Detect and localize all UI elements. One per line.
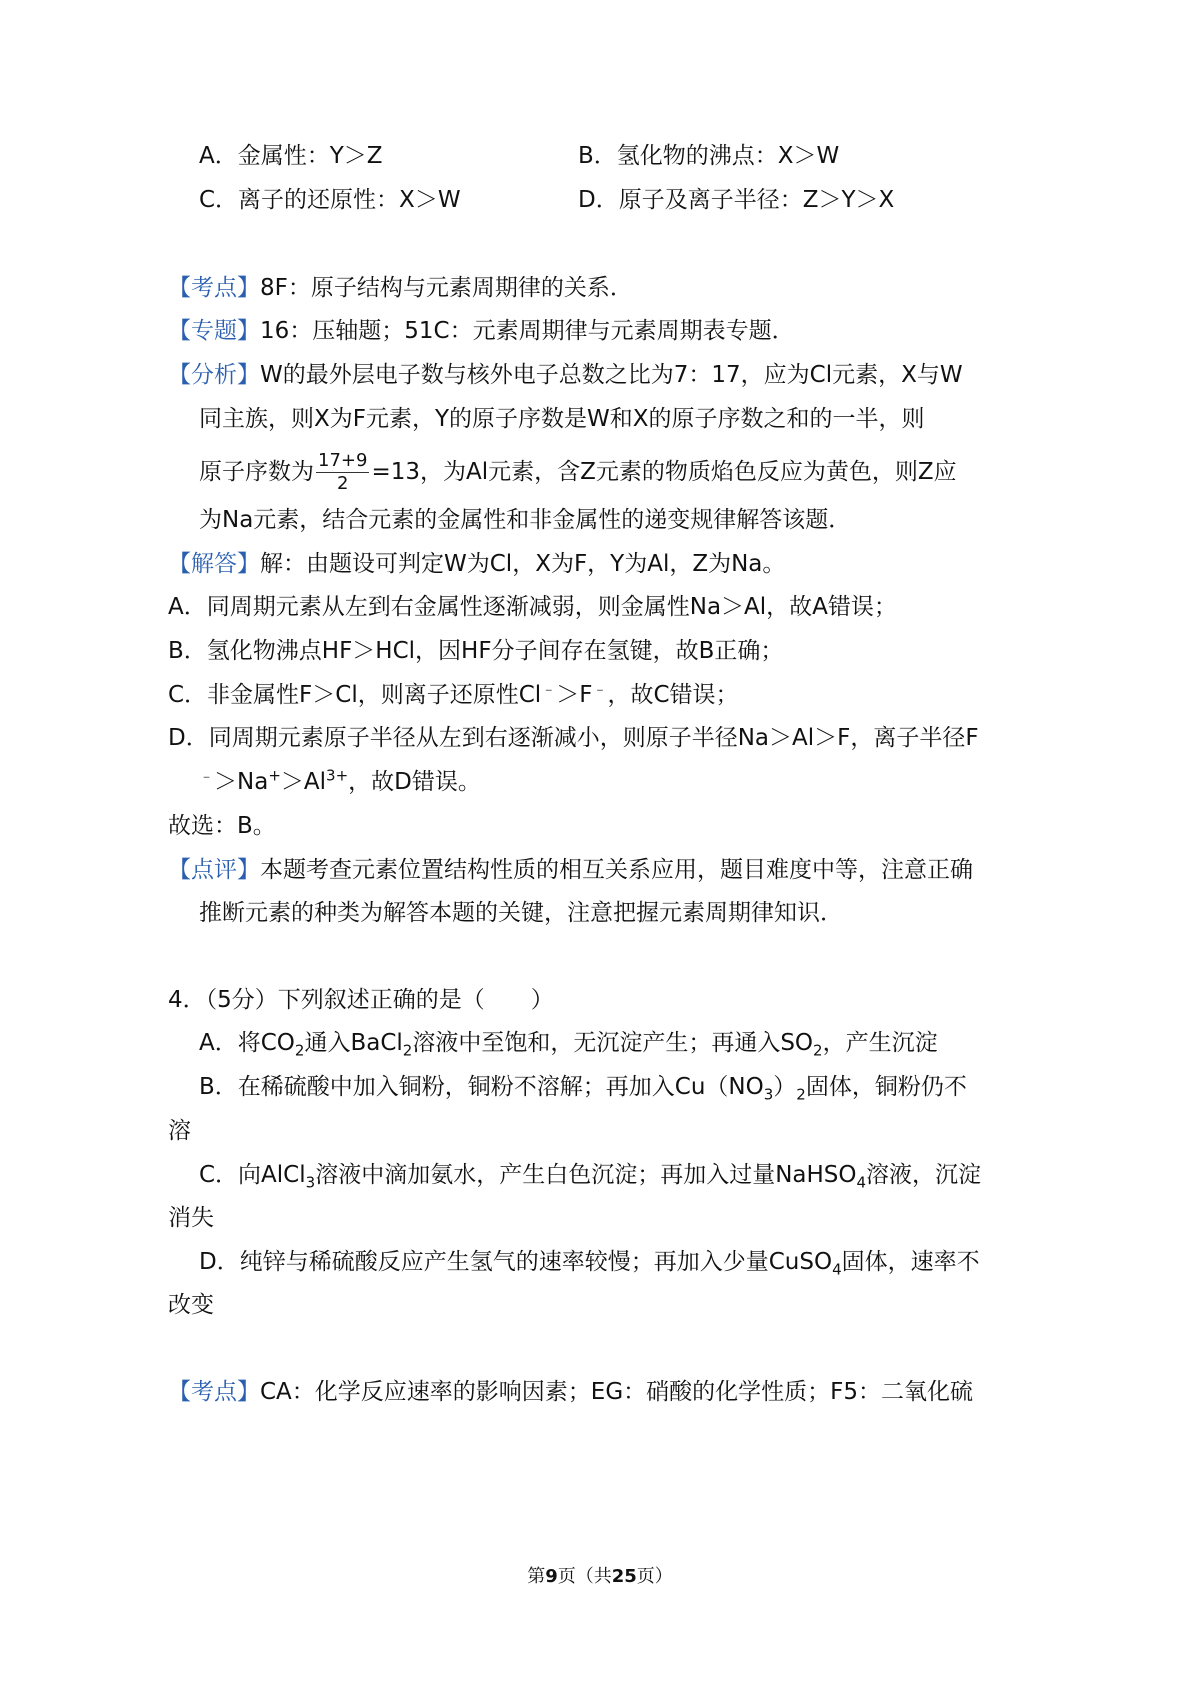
dianping-line-2: 推断元素的种类为解答本题的关键，注意把握元素周期律知识． [199,900,843,926]
q4-c-2: 溶液中滴加氨水，产生白色沉淀；再加入过量NaHSO [315,1162,857,1188]
fraction-denominator: 2 [337,473,349,494]
fraction-numerator: 17+9 [318,450,368,471]
q4-c-3: 溶液，沉淀 [866,1162,982,1188]
q4-a-sub-3: 2 [813,1041,823,1060]
option-c: C．离子的还原性：X＞W [199,187,461,213]
solution-c-sup-1: ﹣ [541,679,557,698]
q4-c-1: C．向AlCl [199,1162,306,1188]
q4-kaodian-tag: 【考点】 [168,1379,260,1405]
page-number: 9 [545,1566,558,1587]
question-4-stem: 4．（5分）下列叙述正确的是（ ） [168,987,554,1013]
solution-c [168,680,739,710]
q4-a-1: A．将CO [199,1030,295,1056]
option-a: A．金属性：Y＞Z [199,143,383,169]
q4-option-b [199,1072,967,1102]
q4-option-a [199,1028,938,1058]
dianping-tag: 【点评】 [168,857,260,883]
jieda-text: 解：由题设可判定W为Cl，X为F，Y为Al，Z为Na。 [260,551,786,577]
solution-d-sup-2: 3+ [326,766,349,785]
footer-pre: 第 [527,1566,546,1587]
q4-d-2: 固体，速率不 [841,1249,980,1275]
q4-a-4: ，产生沉淀 [822,1030,938,1056]
q4-kaodian-line [168,1377,973,1407]
fenxi-text-3-post: =13，为Al元素，含Z元素的物质焰色反应为黄色，则Z应 [371,459,957,485]
zhuanti-text: 16：压轴题；51C：元素周期律与元素周期表专题． [260,318,795,344]
kaodian-tag: 【考点】 [168,275,260,301]
solution-c-mid: ＞F [556,682,593,708]
q4-d-sub-1: 4 [832,1260,842,1279]
solution-a: A．同周期元素从左到右金属性逐渐减弱，则金属性Na＞Al，故A错误； [168,594,897,620]
zhuanti-tag: 【专题】 [168,318,260,344]
kaodian-line [168,273,633,303]
fenxi-tag: 【分析】 [168,362,260,388]
solution-c-post: ，故C错误； [607,682,739,708]
kaodian-text: 8F：原子结构与元素周期律的关系． [260,275,633,301]
total-pages: 25 [611,1566,637,1587]
q4-option-c [199,1160,981,1190]
q4-c-sub-2: 4 [856,1173,867,1192]
fenxi-line-4: 为Na元素，结合元素的金属性和非金属性的递变规律解答该题． [199,507,852,533]
q4-b-3: 固体，铜粉仍不 [805,1074,967,1100]
dianping-text-1: 本题考查元素位置结构性质的相互关系应用，题目难度中等，注意正确 [260,857,973,883]
solution-c-pre: C．非金属性F＞Cl，则离子还原性Cl [168,682,542,708]
solution-b: B．氢化物沸点HF＞HCl，因HF分子间存在氢键，故B正确； [168,638,784,664]
solution-d-2 [199,767,481,797]
option-d: D．原子及离子半径：Z＞Y＞X [578,187,895,213]
dianping-line-1 [168,855,973,885]
q4-b-sub-1: 3 [763,1085,774,1104]
footer-mid: 页（共 [557,1566,612,1587]
q4-c-sub-1: 3 [305,1173,316,1192]
q4-d-1: D．纯锌与稀硫酸反应产生氢气的速率较慢；再加入少量CuSO [199,1249,833,1275]
option-b: B．氢化物的沸点：X＞W [578,143,840,169]
fenxi-line-2: 同主族，则X为F元素，Y的原子序数是W和X的原子序数之和的一半，则 [199,406,925,432]
q4-option-c-cont: 消失 [168,1205,214,1231]
q4-option-d-cont: 改变 [168,1292,214,1318]
solution-d-sup-1: + [268,766,281,785]
solution-d-a: ＞Na [214,769,269,795]
fraction [316,450,369,495]
guxuan-line: 故选：B。 [168,813,276,839]
page-footer [0,1562,1200,1588]
solution-d-b: ＞Al [280,769,327,795]
q4-a-sub-2: 2 [402,1041,413,1060]
zhuanti-line [168,316,795,346]
q4-b-sub-2: 2 [796,1085,806,1104]
q4-kaodian-text: CA：化学反应速率的影响因素；EG：硝酸的化学性质；F5：二氧化硫 [260,1379,974,1405]
q4-option-d [199,1247,980,1277]
q4-b-2: ） [773,1074,797,1100]
q4-a-2: 通入BaCl [304,1030,403,1056]
solution-d-sup-0: ﹣ [199,766,215,785]
q4-a-3: 溶液中至饱和，无沉淀产生；再通入SO [412,1030,814,1056]
fenxi-line-3 [199,450,957,495]
jieda-line [168,549,785,579]
footer-post: 页） [636,1566,673,1587]
q4-option-b-cont: 溶 [168,1118,191,1144]
q4-b-1: B．在稀硫酸中加入铜粉，铜粉不溶解；再加入Cu（NO [199,1074,764,1100]
fenxi-line-1 [168,360,963,390]
fenxi-text-3-pre: 原子序数为 [199,459,314,485]
solution-d-1: D．同周期元素原子半径从左到右逐渐减小，则原子半径Na＞Al＞F，离子半径F [168,725,979,751]
solution-c-sup-2: ﹣ [592,679,608,698]
fenxi-text-1: W的最外层电子数与核外电子总数之比为7：17，应为Cl元素，X与W [260,362,963,388]
jieda-tag: 【解答】 [168,551,260,577]
q4-a-sub-1: 2 [294,1041,305,1060]
solution-d-c: ，故D错误。 [348,769,481,795]
